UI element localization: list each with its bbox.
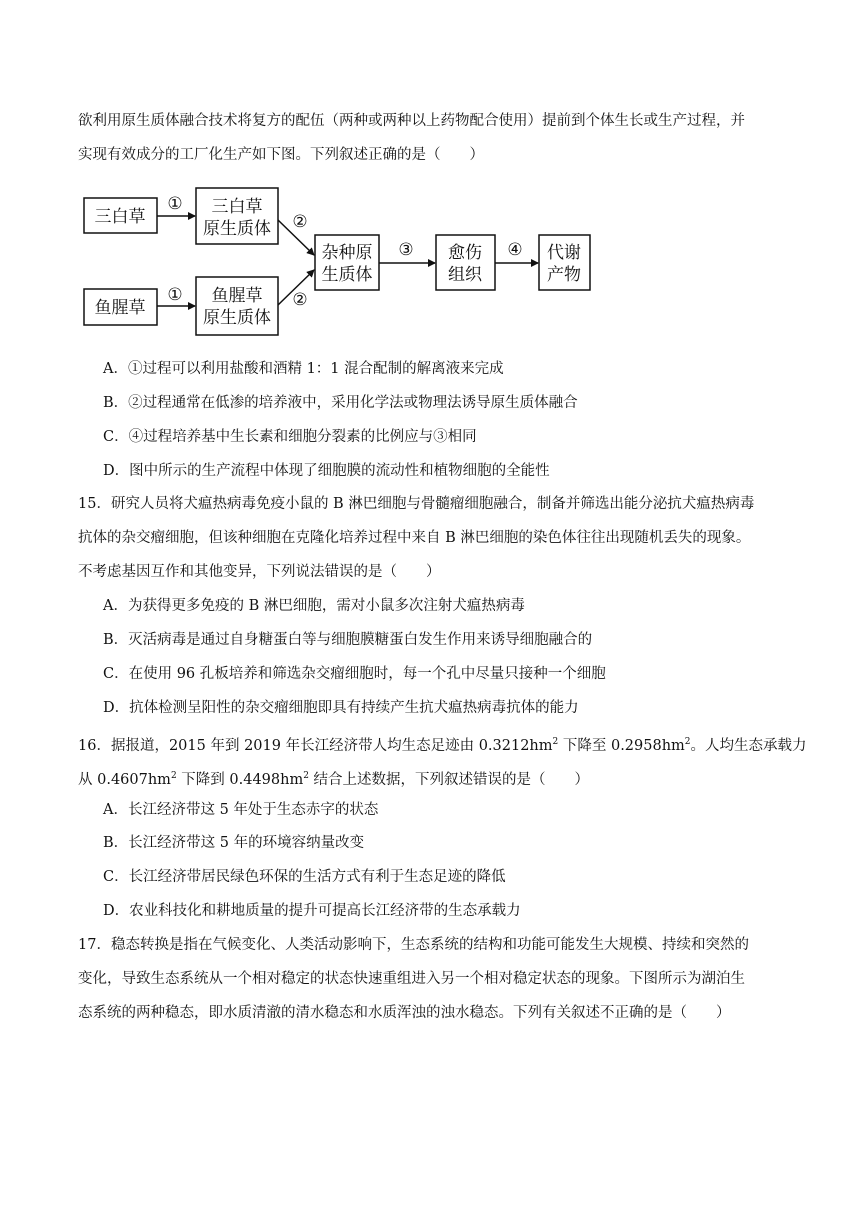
q15-option-a: A．为获得更多免疫的 B 淋巴细胞，需对小鼠多次注射犬瘟热病毒	[103, 598, 525, 614]
q16-line-2-a: 从 0.4607hm	[78, 771, 171, 788]
node-sanbaicao-protoplast-1: 三白草	[211, 197, 263, 217]
q15-line-3: 不考虑基因互作和其他变异，下列说法错误的是（ ）	[78, 564, 441, 580]
superscript: 2	[684, 737, 691, 747]
q15-option-c: C．在使用 96 孔板培养和筛选杂交瘤细胞时，每一个孔中尽量只接种一个细胞	[103, 666, 606, 682]
node-callus-1: 愈伤	[448, 243, 482, 263]
q17-line-1: 17．稳态转换是指在气候变化、人类活动影响下，生态系统的结构和功能可能发生大规模、持续和突然的	[78, 937, 749, 953]
q17-line-3: 态系统的两种稳态，即水质清澈的清水稳态和水质浑浊的浊水稳态。下列有关叙述不正确的是（ ）	[78, 1005, 731, 1021]
step-label-4: ④	[507, 240, 523, 260]
q15-option-d: D．抗体检测呈阳性的杂交瘤细胞即具有持续产生抗犬瘟热病毒抗体的能力	[103, 700, 579, 716]
q14-option-d: D．图中所示的生产流程中体现了细胞膜的流动性和植物细胞的全能性	[103, 463, 550, 479]
superscript: 2	[170, 771, 177, 781]
node-yuxingcao-protoplast-2: 原生质体	[203, 308, 271, 328]
q16-line-1	[78, 732, 807, 756]
superscript: 2	[303, 771, 309, 781]
node-metabolite-1: 代谢	[547, 243, 581, 263]
node-yuxingcao: 鱼腥草	[94, 298, 146, 318]
q15-option-b: B．灭活病毒是通过自身糖蛋白等与细胞膜糖蛋白发生作用来诱导细胞融合的	[103, 632, 593, 648]
node-yuxingcao-protoplast-1: 鱼腥草	[211, 286, 263, 306]
node-sanbaicao-protoplast-2: 原生质体	[203, 219, 271, 239]
q15-line-2: 抗体的杂交瘤细胞，但该种细胞在克隆化培养过程中来自 B 淋巴细胞的染色体往往出现随机丢失的现象。	[78, 530, 751, 546]
step-label-2-bottom: ②	[292, 290, 308, 310]
q14-option-a: A．①过程可以利用盐酸和酒精 1：1 混合配制的解离液来完成	[103, 361, 504, 377]
node-hybrid-1: 杂种原	[321, 243, 373, 263]
step-label-1-top: ①	[167, 194, 183, 214]
node-callus-2: 组织	[448, 265, 482, 285]
q16-option-b: B．长江经济带这 5 年的环境容纳量改变	[103, 835, 365, 851]
q16-line-2	[78, 766, 589, 790]
q16-line-1-c: 。人均生态承载力	[690, 737, 807, 754]
intro-line-2: 实现有效成分的工厂化生产如下图。下列叙述正确的是（ ）	[78, 147, 484, 163]
step-label-1-bottom: ①	[167, 285, 183, 305]
q16-option-c: C．长江经济带居民绿色环保的生活方式有利于生态足迹的降低	[103, 869, 506, 885]
step-label-2-top: ②	[292, 212, 308, 232]
q16-line-2-b: 下降到 0.4498hm	[176, 771, 304, 788]
superscript: 2	[552, 737, 559, 747]
process-flow-diagram	[78, 183, 598, 343]
intro-line-1: 欲利用原生质体融合技术将复方的配伍（两种或两种以上药物配合使用）提前到个体生长或生产过程，并	[78, 113, 745, 129]
q16-line-1-a: 16．据报道，2015 年到 2019 年长江经济带人均生态足迹由 0.3212hm	[78, 737, 553, 754]
node-sanbaicao: 三白草	[94, 207, 146, 227]
q16-option-d: D．农业科技化和耕地质量的提升可提高长江经济带的生态承载力	[103, 903, 521, 919]
q14-option-b: B．②过程通常在低渗的培养液中，采用化学法或物理法诱导原生质体融合	[103, 395, 578, 411]
node-hybrid-2: 生质体	[321, 265, 373, 285]
q16-line-2-c: 结合上述数据，下列叙述错误的是（ ）	[308, 771, 590, 788]
q17-line-2: 变化，导致生态系统从一个相对稳定的状态快速重组进入另一个相对稳定状态的现象。下图所示为湖泊生	[78, 971, 745, 987]
step-label-3: ③	[398, 240, 414, 260]
node-metabolite-2: 产物	[547, 265, 581, 285]
q16-line-1-b: 下降至 0.2958hm	[558, 737, 685, 754]
q14-option-c: C．④过程培养基中生长素和细胞分裂素的比例应与③相同	[103, 429, 477, 445]
q15-line-1: 15．研究人员将犬瘟热病毒免疫小鼠的 B 淋巴细胞与骨髓瘤细胞融合，制备并筛选出能分泌抗犬瘟热病毒	[78, 496, 755, 512]
q16-option-a: A．长江经济带这 5 年处于生态赤字的状态	[103, 802, 379, 818]
